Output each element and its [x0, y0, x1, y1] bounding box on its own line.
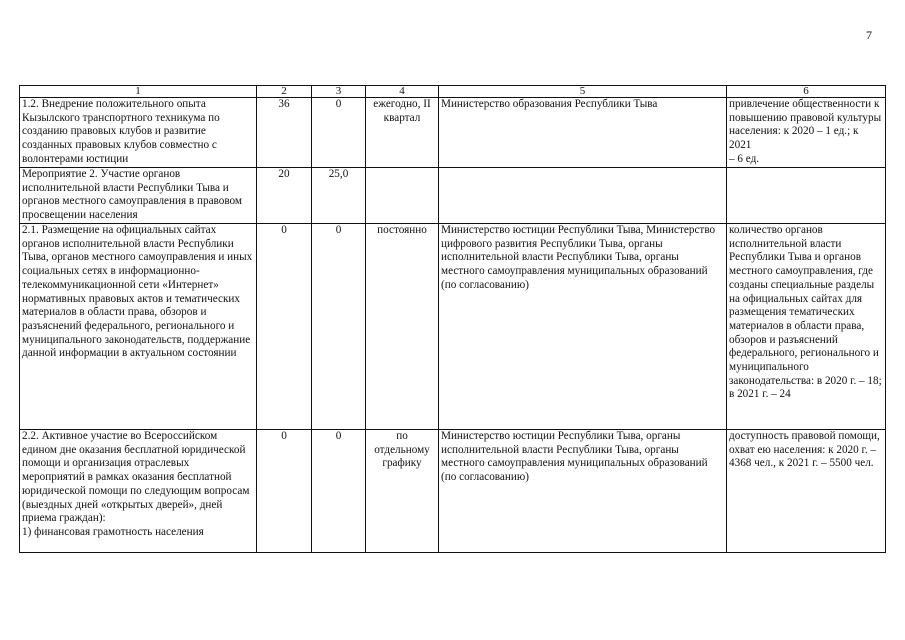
result-text: – 6 ед. [729, 152, 760, 165]
header-cell: 3 [312, 86, 366, 98]
page-number: 7 [866, 28, 872, 42]
deadline-text: по отдельному графику [374, 430, 430, 470]
responsible-cell [439, 168, 727, 224]
responsible-text: Министерство юстиции Республики Тыва, Министерство цифрового развития Республики Тыва, органы исполнительной власти Республики Тыва, органы местного самоуправления муниципальных образований (по согласованию) [441, 224, 716, 291]
amount-cell: 0 [312, 98, 366, 168]
activity-text: созданию правовых клубов и развитие [22, 125, 206, 138]
deadline-text: квартал [383, 111, 421, 124]
result-text: количество органов исполнительной власти Республики Тыва и органов местного самоуправления, где созданы специальные разделы на официальных сайтах для размещения тематических материалов в области права, обзоров и разъяснений федерального, регионального и муниципального законодательства: в 2020 г. – 18; в 2021 г. – 24 [729, 224, 882, 401]
result-cell [727, 168, 886, 224]
deadline-text: постоянно [377, 224, 427, 236]
deadline-text: ежегодно, II [373, 98, 431, 110]
table-row [20, 168, 886, 224]
amount-cell: 25,0 [312, 168, 366, 224]
activity-cell [20, 430, 257, 553]
table-row [20, 430, 886, 553]
result-text: привлечение общественности к повышению правовой культуры населения: к 2020 – 1 ед.; к 2021 [729, 98, 882, 152]
amount-cell: 0 [257, 224, 312, 430]
activity-text: волонтерами юстиции [22, 152, 129, 165]
result-cell [727, 224, 886, 430]
activity-text: Кызылского транспортного техникума по [22, 111, 220, 124]
deadline-cell [366, 98, 439, 168]
deadline-cell [366, 224, 439, 430]
responsible-text: Министерство образования Республики Тыва [441, 98, 658, 110]
responsible-text: Министерство юстиции Республики Тыва, органы исполнительной власти Республики Тыва, органы местного самоуправления муниципальных образований (по согласованию) [441, 430, 708, 484]
table-header-row [20, 86, 886, 98]
activity-text: 2.2. Активное участие во Всероссийском едином дне оказания бесплатной юридической помощи и организация отраслевых мероприятий в рамках оказания бесплатной юридической помощи по следующим вопросам (выездных дней «открытых дверей», дней приема граждан): [22, 430, 250, 525]
amount-cell: 0 [312, 430, 366, 553]
activity-text: Мероприятие 2. Участие органов исполнительной власти Республики Тыва и органов местного самоуправления в правовом просвещении населения [22, 168, 243, 222]
activity-cell [20, 168, 257, 224]
responsible-cell [439, 224, 727, 430]
activity-text: 1.2. Внедрение положительного опыта [22, 98, 206, 110]
deadline-cell [366, 168, 439, 224]
table-row [20, 98, 886, 168]
activity-text: созданных правовых клубов совместно с [22, 139, 217, 152]
result-cell [727, 430, 886, 553]
responsible-cell [439, 430, 727, 553]
amount-cell: 36 [257, 98, 312, 168]
amount-cell: 0 [257, 430, 312, 553]
program-table [19, 85, 886, 553]
table-row [20, 224, 886, 430]
activity-text: 1) финансовая грамотность населения [22, 525, 204, 538]
activity-cell [20, 224, 257, 430]
activity-text: 2.1. Размещение на официальных сайтах органов исполнительной власти Республики Тыва, органов местного самоуправления и иных социальных сетях в информационно-телекоммуникационной сети «Интернет» нормативных правовых актов и тематических материалов в области права, обзоров и разъяснений федерального, регионального и муниципального законодательств, поддержание данной информации в актуальном состоянии [22, 224, 253, 360]
amount-cell: 20 [257, 168, 312, 224]
activity-cell [20, 98, 257, 168]
header-cell: 6 [727, 86, 886, 98]
header-cell: 1 [20, 86, 257, 98]
header-cell: 4 [366, 86, 439, 98]
result-cell [727, 98, 886, 168]
result-text: доступность правовой помощи, охват ею населения: к 2020 г. – 4368 чел., к 2021 г. – 5500 чел. [729, 430, 880, 470]
amount-cell: 0 [312, 224, 366, 430]
header-cell: 2 [257, 86, 312, 98]
responsible-cell [439, 98, 727, 168]
header-cell: 5 [439, 86, 727, 98]
deadline-cell [366, 430, 439, 553]
